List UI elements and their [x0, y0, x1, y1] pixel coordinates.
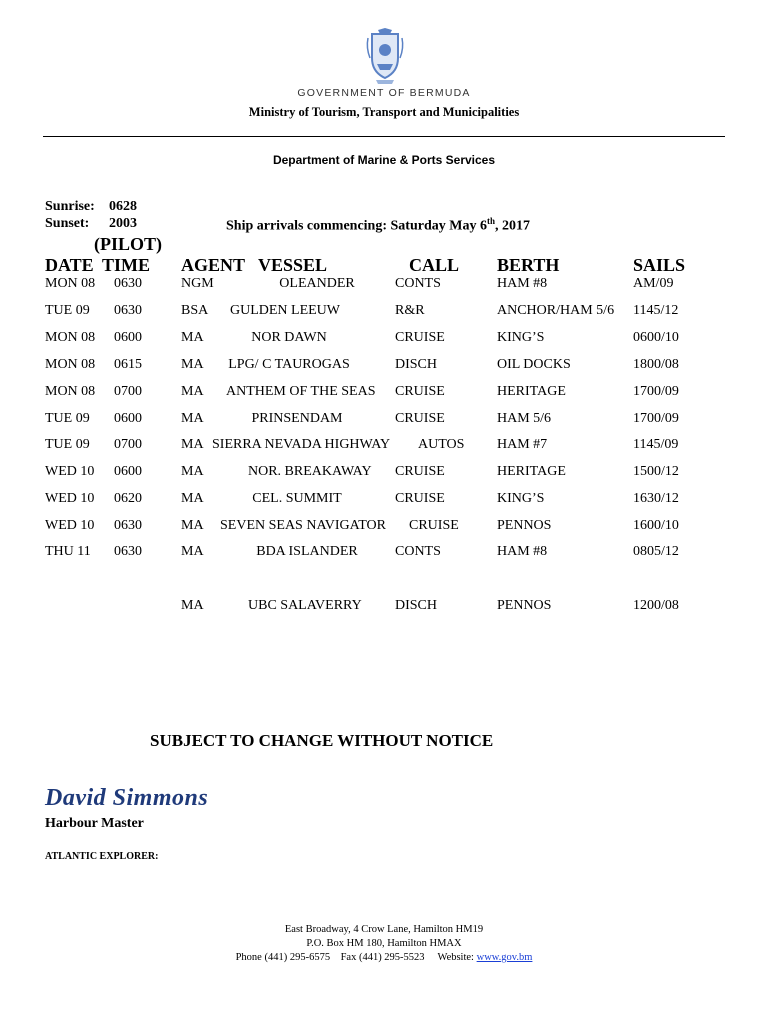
ministry-title: Ministry of Tourism, Transport and Municipalities [248, 105, 520, 119]
signature: David Simmons [45, 785, 209, 811]
sunrise-label: Sunrise: [45, 199, 95, 214]
sunset-value: 2003 [109, 216, 137, 231]
sunrise-value: 0628 [109, 199, 137, 214]
footer-address: East Broadway, 4 Crow Lane, Hamilton HM19 [284, 924, 484, 935]
row-date: WED 10 [45, 491, 95, 506]
row-vessel: BDA ISLANDER [256, 544, 358, 559]
row-call: CONTS [395, 276, 441, 291]
row-date: MON 08 [45, 384, 96, 399]
row-agent: MA [181, 598, 204, 613]
row-agent: MA [181, 357, 204, 372]
row-agent: NGM [181, 276, 214, 291]
row-call: DISCH [395, 598, 438, 613]
row-date: TUE 09 [45, 303, 90, 318]
row-agent: MA [181, 411, 204, 426]
row-call: R&R [395, 303, 425, 318]
department-title: Department of Marine & Ports Services [272, 153, 496, 167]
row-time: 0600 [114, 330, 142, 345]
row-sails: 1145/09 [633, 437, 679, 452]
footer-contact [0, 952, 768, 963]
row-date: WED 10 [45, 464, 95, 479]
row-agent: MA [181, 491, 204, 506]
row-vessel: SEVEN SEAS NAVIGATOR [220, 518, 386, 533]
row-call: AUTOS [418, 437, 465, 452]
row-call: CRUISE [395, 330, 445, 345]
row-berth: KING’S [497, 491, 545, 506]
row-vessel: NOR DAWN [251, 330, 327, 345]
row-berth: PENNOS [497, 518, 552, 533]
row-call: CRUISE [409, 518, 459, 533]
row-time: 0630 [114, 544, 142, 559]
row-sails: 0805/12 [633, 544, 679, 559]
row-agent: MA [181, 384, 204, 399]
header-divider [43, 136, 725, 137]
row-berth: HAM #8 [497, 276, 548, 291]
change-notice: SUBJECT TO CHANGE WITHOUT NOTICE [150, 731, 494, 750]
row-vessel: OLEANDER [279, 276, 355, 291]
row-time: 0700 [114, 437, 142, 452]
row-vessel: NOR. BREAKAWAY [248, 464, 372, 479]
row-berth: HAM #8 [497, 544, 548, 559]
row-vessel: UBC SALAVERRY [248, 598, 362, 613]
call-header: CALL [409, 255, 460, 275]
row-agent: MA [181, 544, 204, 559]
row-date: WED 10 [45, 518, 95, 533]
row-time: 0600 [114, 464, 142, 479]
row-time: 0630 [114, 518, 142, 533]
bermuda-crest-icon [364, 28, 406, 86]
row-sails: 1630/12 [633, 491, 679, 506]
row-sails: 1500/12 [633, 464, 679, 479]
row-sails: 0600/10 [633, 330, 679, 345]
row-time: 0615 [114, 357, 142, 372]
row-sails: 1700/09 [633, 384, 679, 399]
row-agent: MA [181, 518, 204, 533]
row-sails: 1145/12 [633, 303, 679, 318]
row-time: 0700 [114, 384, 142, 399]
row-berth: HERITAGE [497, 464, 566, 479]
berth-header: BERTH [497, 255, 560, 275]
row-call: CRUISE [395, 464, 445, 479]
date-header: DATE [45, 255, 94, 275]
government-title: GOVERNMENT OF BERMUDA [297, 87, 471, 99]
footer-phone: Phone (441) 295-6575 Fax (441) 295-5523 Website: [235, 952, 477, 963]
row-berth: ANCHOR/HAM 5/6 [497, 303, 615, 318]
row-berth: HAM 5/6 [497, 411, 552, 426]
row-vessel: SIERRA NEVADA HIGHWAY [212, 437, 391, 452]
footer-po-box: P.O. Box HM 180, Hamilton HMAX [306, 938, 462, 949]
row-date: MON 08 [45, 330, 96, 345]
row-vessel: CEL. SUMMIT [252, 491, 342, 506]
row-date: MON 08 [45, 276, 96, 291]
row-vessel: ANTHEM OF THE SEAS [226, 384, 376, 399]
row-time: 0620 [114, 491, 142, 506]
row-date: TUE 09 [45, 437, 90, 452]
agent-header: AGENT [181, 255, 246, 275]
row-agent: MA [181, 330, 204, 345]
row-sails: 1600/10 [633, 518, 679, 533]
row-berth: HERITAGE [497, 384, 566, 399]
row-call: DISCH [395, 357, 438, 372]
row-berth: OIL DOCKS [497, 357, 571, 372]
row-agent: BSA [181, 303, 209, 318]
row-date: MON 08 [45, 357, 96, 372]
sails-header: SAILS [633, 255, 686, 275]
row-date: THU 11 [45, 544, 91, 559]
row-vessel: LPG/ C TAUROGAS [228, 357, 350, 372]
row-vessel: PRINSENDAM [251, 411, 343, 426]
website-link[interactable]: www.gov.bm [476, 952, 533, 963]
row-call: CONTS [395, 544, 441, 559]
row-sails: AM/09 [633, 276, 674, 291]
sunset-label: Sunset: [45, 216, 90, 231]
row-time: 0600 [114, 411, 142, 426]
pilot-header: (PILOT) [94, 234, 163, 254]
row-call: CRUISE [395, 384, 445, 399]
row-berth: KING’S [497, 330, 545, 345]
time-header: TIME [102, 255, 151, 275]
row-agent: MA [181, 437, 204, 452]
row-sails: 1800/08 [633, 357, 679, 372]
row-vessel: GULDEN LEEUW [229, 303, 341, 318]
row-call: CRUISE [395, 411, 445, 426]
row-berth: PENNOS [497, 598, 552, 613]
row-time: 0630 [114, 276, 142, 291]
row-call: CRUISE [395, 491, 445, 506]
row-sails: 1200/08 [633, 598, 679, 613]
arrivals-heading: Ship arrivals commencing: Saturday May 6th, 2017 [226, 216, 530, 234]
row-time: 0630 [114, 303, 142, 318]
row-agent: MA [181, 464, 204, 479]
vessel-header: VESSEL [258, 255, 328, 275]
atlantic-explorer-label: ATLANTIC EXPLORER: [45, 851, 159, 862]
row-date: TUE 09 [45, 411, 90, 426]
row-berth: HAM #7 [497, 437, 548, 452]
signatory-title: Harbour Master [45, 816, 144, 831]
row-sails: 1700/09 [633, 411, 679, 426]
